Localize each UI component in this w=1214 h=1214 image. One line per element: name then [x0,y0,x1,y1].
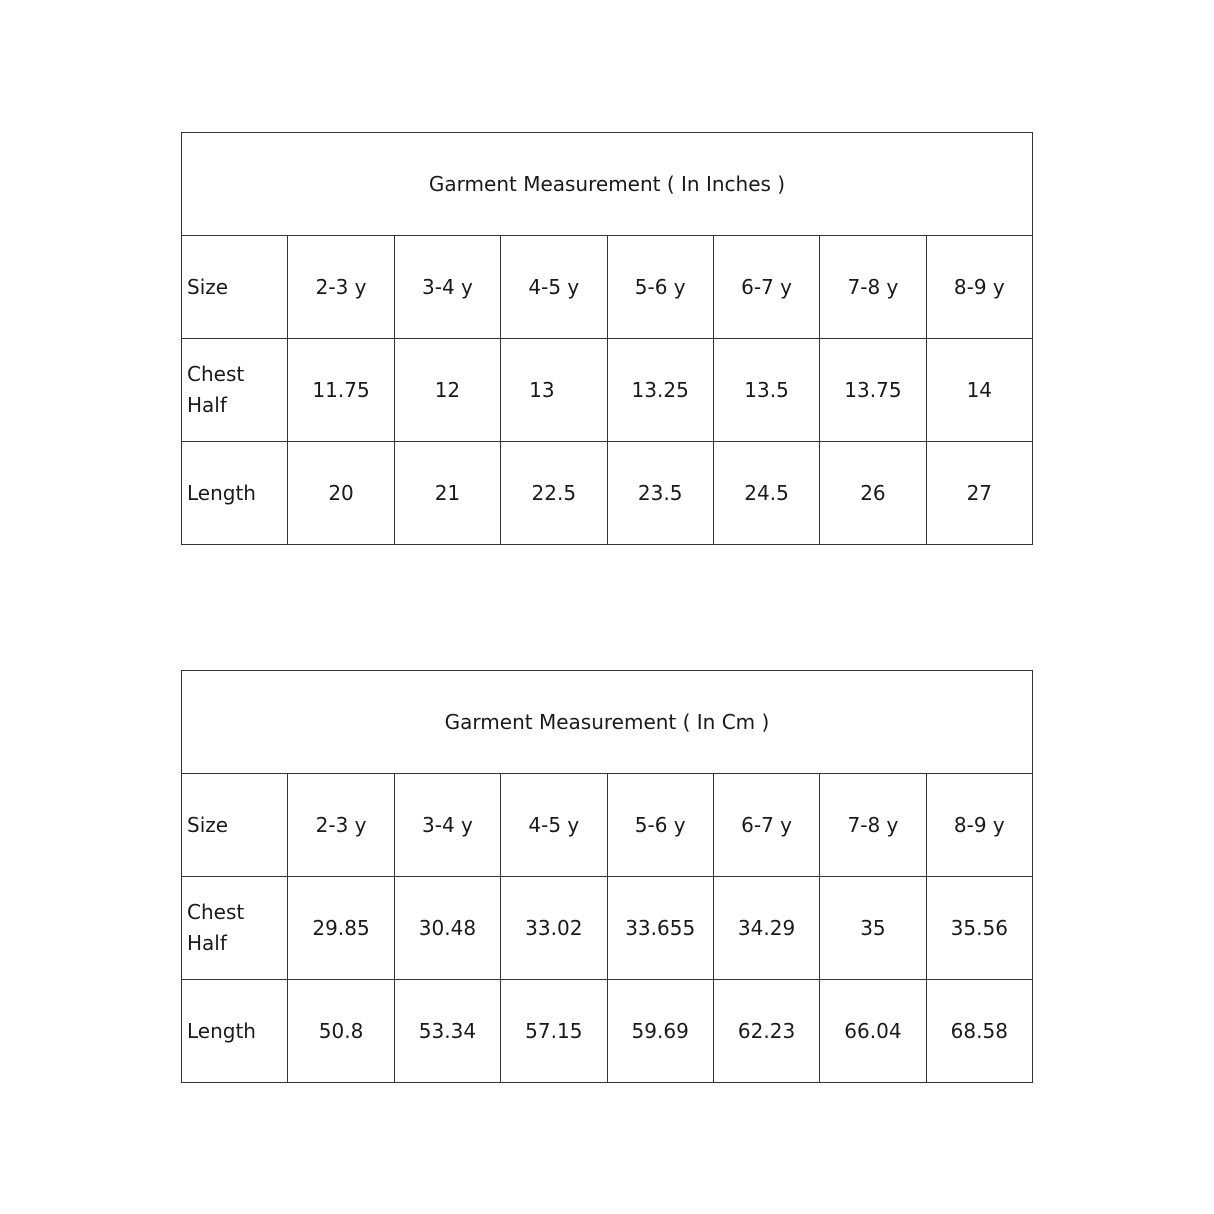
table-cell: 30.48 [394,877,500,980]
table-cell: 26 [820,442,926,545]
table-cell: 57.15 [501,980,607,1083]
table-cell: 33.655 [607,877,713,980]
table-cell: 7-8 y [820,774,926,877]
table-cell: 12 [394,339,500,442]
table-cell: 50.8 [288,980,394,1083]
table-cell: 6-7 y [713,774,819,877]
row-label-chest-half: Chest Half [182,877,288,980]
table-cell: 8-9 y [926,236,1032,339]
table-cell: 66.04 [820,980,926,1083]
row-label-chest-half: Chest Half [182,339,288,442]
table-cell: 3-4 y [394,236,500,339]
chest-half-row [182,877,1033,980]
table-cell: 7-8 y [820,236,926,339]
table-cell: 11.75 [288,339,394,442]
table-cell: 8-9 y [926,774,1032,877]
table-cell: 13.25 [607,339,713,442]
table-cell: 53.34 [394,980,500,1083]
table-cell: 35.56 [926,877,1032,980]
table-cell: 5-6 y [607,236,713,339]
table-cell: 29.85 [288,877,394,980]
row-label-size: Size [182,236,288,339]
table-title-row [182,671,1033,774]
length-row [182,442,1033,545]
table-cell: 4-5 y [501,236,607,339]
table-cell: 14 [926,339,1032,442]
table-cell: 13.5 [713,339,819,442]
table-cell: 13.75 [820,339,926,442]
table-cell: 2-3 y [288,236,394,339]
table-cell: 2-3 y [288,774,394,877]
table-cell: 4-5 y [501,774,607,877]
row-label-length: Length [182,442,288,545]
table-cell: 24.5 [713,442,819,545]
table-cell: 20 [288,442,394,545]
table-cell: 62.23 [713,980,819,1083]
table-cell: 34.29 [713,877,819,980]
table-cell: 5-6 y [607,774,713,877]
table-cell: 59.69 [607,980,713,1083]
table-cell: 35 [820,877,926,980]
size-row [182,774,1033,877]
chest-half-row [182,339,1033,442]
length-row [182,980,1033,1083]
row-label-size: Size [182,774,288,877]
table-cell: 68.58 [926,980,1032,1083]
table-cell: 3-4 y [394,774,500,877]
table-cell: 13 [501,339,607,442]
inches-measurement-table [181,132,1033,545]
table-title-row [182,133,1033,236]
table-title: Garment Measurement ( In Cm ) [182,671,1033,774]
table-cell: 22.5 [501,442,607,545]
row-label-length: Length [182,980,288,1083]
cm-measurement-table [181,670,1033,1083]
table-cell: 33.02 [501,877,607,980]
size-row [182,236,1033,339]
table-title: Garment Measurement ( In Inches ) [182,133,1033,236]
table-cell: 27 [926,442,1032,545]
table-cell: 6-7 y [713,236,819,339]
table-cell: 23.5 [607,442,713,545]
table-cell: 21 [394,442,500,545]
